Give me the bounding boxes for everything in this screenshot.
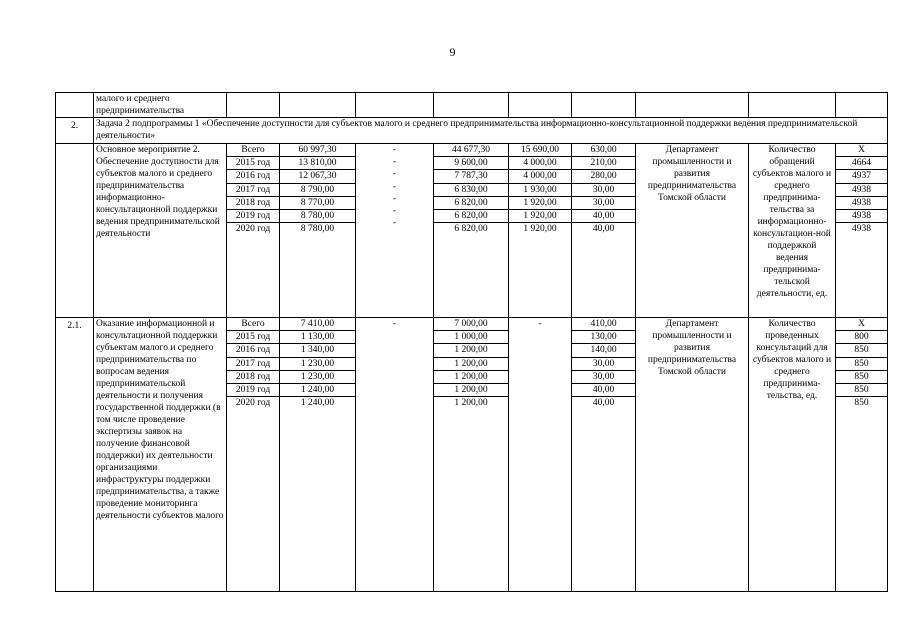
row-number — [56, 144, 94, 318]
continuation-text: малого и среднего предпринимательства — [94, 93, 227, 118]
activity-name: Основное мероприятие 2. Обеспечение доступности для субъектов малого и среднего предпринимательства информационно-консультационной поддержки ведения предпринимательской деятельности — [94, 144, 227, 318]
extra-column: 630,00 210,00 280,00 30,00 30,00 40,00 40,00 — [572, 144, 636, 318]
local-column: - — [509, 318, 572, 592]
total-column: 7 410,00 1 130,00 1 340,00 1 230,00 1 230,00 1 240,00 1 240,00 — [280, 318, 356, 592]
executor: Департамент промышленности и развития предпринимательства Томской области — [636, 144, 749, 318]
activity-name: Оказание информационной и консультационной поддержки субъектам малого и среднего предпринимательства по вопросам ведения предпринимательской деятельности и получения государственной поддержки (в том числе проведение экспертизы заявок на получение финансовой поддержки) их деятельности организациями инфраструктуры поддержки предпринимательства, а также проведение мониторинга деятельности субъектов малого — [94, 318, 227, 592]
years-column: Всего 2015 год 2016 год 2017 год 2018 год 2019 год 2020 год — [227, 144, 280, 318]
row-number: 2.1. — [56, 318, 94, 592]
total-column: 60 997,30 13 810,00 12 067,30 8 790,00 8 770,00 8 780,00 8 780,00 — [280, 144, 356, 318]
indicator-values: X 4664 4937 4938 4938 4938 4938 — [836, 144, 888, 318]
regional-column: 7 000,00 1 000,00 1 200,00 1 200,00 1 200,00 1 200,00 1 200,00 — [434, 318, 509, 592]
activity-row-2-1 — [56, 318, 888, 592]
task-row — [56, 118, 888, 144]
federal-column: - — [356, 318, 434, 592]
program-table — [55, 92, 888, 592]
executor: Департамент промышленности и развития предпринимательства Томской области — [636, 318, 749, 592]
federal-column: - - - - - - - — [356, 144, 434, 318]
extra-column: 410,00 130,00 140,00 30,00 30,00 40,00 40,00 — [572, 318, 636, 592]
main-activity-row — [56, 144, 888, 318]
indicator-name: Количество проведенных консультаций для субъектов малого и среднего предпринима-тельства, ед. — [749, 318, 836, 592]
continuation-row — [56, 93, 888, 118]
local-column: 15 690,00 4 000,00 4 000,00 1 930,00 1 920,00 1 920,00 1 920,00 — [509, 144, 572, 318]
page-number: 9 — [449, 45, 456, 59]
indicator-name: Количество обращений субъектов малого и среднего предпринима-тельства за информационно-консультацион-ной поддержкой ведения предпринима-тельской деятельности, ед. — [749, 144, 836, 318]
indicator-values: X 800 850 850 850 850 850 — [836, 318, 888, 592]
regional-column: 44 677,30 9 600,00 7 787,30 6 830,00 6 820,00 6 820,00 6 820,00 — [434, 144, 509, 318]
task-number: 2. — [56, 118, 94, 144]
years-column: Всего 2015 год 2016 год 2017 год 2018 год 2019 год 2020 год — [227, 318, 280, 592]
task-text: Задача 2 подпрограммы 1 «Обеспечение доступности для субъектов малого и среднего предпринимательства информационно-консультационной поддержки ведения предпринимательской деятельности» — [94, 118, 888, 144]
